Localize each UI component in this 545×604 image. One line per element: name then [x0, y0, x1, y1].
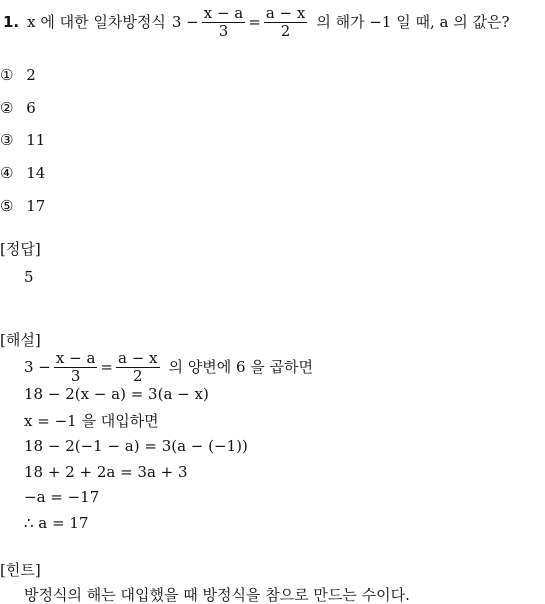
choice-marker: ④	[0, 164, 14, 182]
fraction-numerator: a − x	[265, 4, 306, 22]
explanation-label: [해설]	[0, 331, 41, 349]
choice-item[interactable]	[0, 133, 45, 148]
choice-value: 11	[26, 131, 46, 149]
explanation-step: 18 − 2(x − a) = 3(a − x)	[24, 385, 209, 403]
fraction-denominator: 2	[280, 21, 291, 40]
choice-item[interactable]	[0, 166, 45, 181]
explanation-fraction-1	[54, 350, 98, 384]
explanation-step: 18 + 2 + 2a = 3a + 3	[24, 463, 188, 481]
hint-text: 방정식의 해는 대입했을 때 방정식을 참으로 만드는 수이다.	[24, 586, 410, 604]
choice-value: 2	[26, 66, 36, 84]
fraction-denominator: 3	[70, 366, 81, 385]
explanation-step: x = −1 을 대입하면	[24, 412, 159, 430]
explanation-fraction-2	[116, 350, 160, 384]
explanation-lead: 3 −	[24, 357, 51, 376]
fraction-numerator: a − x	[117, 349, 158, 367]
choice-marker: ⑤	[0, 197, 14, 215]
explanation-equals: =	[100, 357, 113, 376]
explanation-step: −a = −17	[24, 488, 100, 506]
choice-item[interactable]	[0, 68, 36, 83]
fraction-numerator: x − a	[203, 4, 244, 22]
explanation-tail: 의 양변에 6 을 곱하면	[168, 357, 314, 376]
question-suffix: 의 해가 −1 일 때, a 의 값은?	[316, 12, 510, 31]
choice-item[interactable]	[0, 101, 36, 116]
question-prefix: x 에 대한 일차방정식	[27, 12, 166, 31]
fraction-denominator: 2	[132, 366, 143, 385]
explanation-step: ∴ a = 17	[24, 514, 89, 532]
choice-item[interactable]	[0, 199, 45, 214]
fraction-numerator: x − a	[55, 349, 96, 367]
choice-value: 14	[26, 164, 46, 182]
question-equals: =	[248, 12, 261, 31]
hint-label: [힌트]	[0, 561, 41, 579]
explanation-step: 18 − 2(−1 − a) = 3(a − (−1))	[24, 437, 248, 455]
question-fraction-1	[202, 5, 246, 39]
fraction-denominator: 3	[218, 21, 229, 40]
choice-marker: ①	[0, 66, 14, 84]
explanation-first-line	[24, 351, 313, 383]
choice-marker: ③	[0, 131, 14, 149]
question-equation-lead: 3 −	[171, 12, 199, 31]
question-fraction-2	[264, 5, 308, 39]
choice-value: 6	[26, 99, 36, 117]
choice-marker: ②	[0, 99, 14, 117]
answer-value: 5	[24, 268, 34, 286]
choice-value: 17	[26, 197, 46, 215]
question-line	[3, 4, 510, 40]
answer-label: [정답]	[0, 240, 41, 258]
question-number: 1.	[3, 12, 20, 31]
